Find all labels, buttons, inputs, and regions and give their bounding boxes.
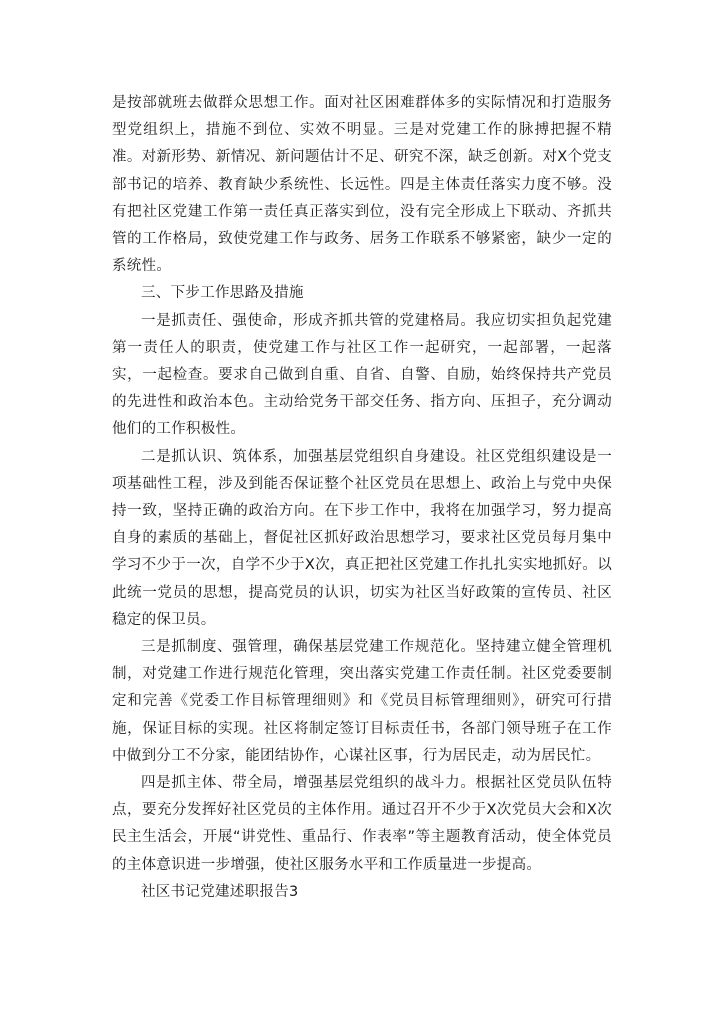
paragraph-continuation: 是按部就班去做群众思想工作。面对社区困难群体多的实际情况和打造服务型党组织上，措施不到位、实效不明显。三是对党建工作的脉搏把握不精准。对新形势、新情况、新问题估计不足、研究不深，缺乏创新。对X个党支部书记的培养、教育缺少系统性、长远性。四是主体责任落实力度不够。没有把社区党建工作第一责任真正落实到位，没有完全形成上下联动、齐抓共管的工作格局，致使党建工作与政务、居务工作联系不够紧密，缺少一定的系统性。 [112, 95, 612, 275]
document-body [112, 90, 612, 906]
section-heading: 三、下步工作思路及措施 [141, 285, 304, 302]
paragraph-measure-4: 四是抓主体、带全局，增强基层党组织的战斗力。根据社区党员队伍特点，要充分发挥好社区党员的主体作用。通过召开不少于X次党员大会和X次民主生活会，开展“讲党性、重品行、作表率”等主题教育活动，使全体党员的主体意识进一步增强，使社区服务水平和工作质量进一步提高。 [112, 775, 612, 873]
paragraph-measure-1: 一是抓责任、强使命，形成齐抓共管的党建格局。我应切实担负起党建第一责任人的职责，使党建工作与社区工作一起研究，一起部署，一起落实，一起检查。要求自己做到自重、自省、自警、自励，始终保持共产党员的先进性和政治本色。主动给党务干部交任务、指方向、压担子，充分调动他们的工作积极性。 [112, 312, 612, 438]
next-report-title: 社区书记党建述职报告3 [141, 883, 299, 900]
paragraph-measure-3: 三是抓制度、强管理，确保基层党建工作规范化。坚持建立健全管理机制，对党建工作进行规范化管理，突出落实党建工作责任制。社区党委要制定和完善《党委工作目标管理细则》和《党员目标管理细则》，研究可行措施，保证目标的实现。社区将制定签订目标责任书，各部门领导班子在工作中做到分工不分家，能团结协作，心谋社区事，行为居民走，动为居民忙。 [112, 639, 612, 764]
paragraph-measure-2: 二是抓认识、筑体系，加强基层党组织自身建设。社区党组织建设是一项基础性工程，涉及到能否保证整个社区党员在思想上、政治上与党中央保持一致，坚持正确的政治方向。在下步工作中，我将在加强学习，努力提高自身的素质的基础上，督促社区抓好政治思想学习，要求社区党员每月集中学习不少于一次，自学不少于X次，真正把社区党建工作扎扎实实地抓好。以此统一党员的思想，提高党员的认识，切实为社区当好政策的宣传员、社区稳定的保卫员。 [112, 448, 612, 628]
